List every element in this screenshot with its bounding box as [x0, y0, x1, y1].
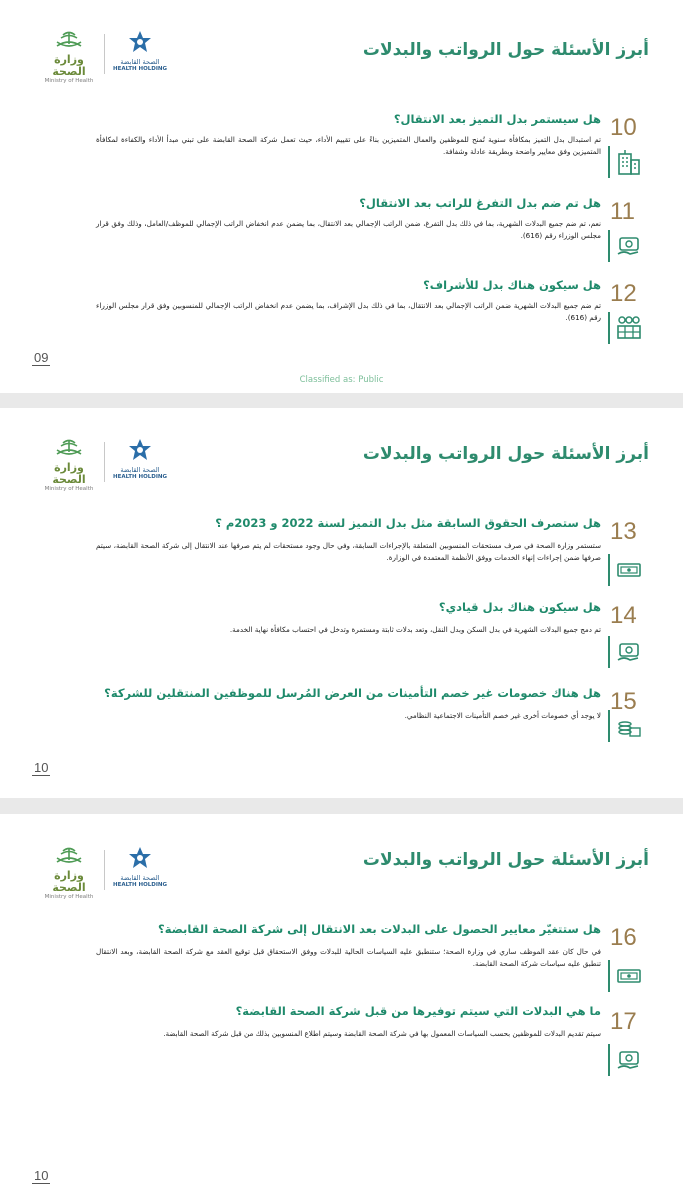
- faq-number: 11: [610, 198, 635, 225]
- cash-icon: [616, 556, 642, 584]
- health-holding-logo: الصحة القابضة HEALTH HOLDING: [110, 30, 170, 73]
- faq-question: هل ستتغيّر معايير الحصول على البدلات بعد الانتقال إلى شركة الصحة القابضة؟: [158, 922, 601, 936]
- header-logos: [40, 846, 170, 900]
- money-hand-icon: [616, 638, 642, 666]
- faq-icon-box: [608, 1044, 646, 1076]
- faq-question: هل تم ضم بدل التفرغ للراتب بعد الانتقال؟: [359, 196, 601, 210]
- faq-question: هل سيكون هناك بدل للأشراف؟: [423, 278, 601, 292]
- health-holding-logo: الصحة القابضة HEALTH HOLDING: [110, 438, 170, 481]
- faq-question: هل سيستمر بدل التميز بعد الانتقال؟: [393, 112, 601, 126]
- faq-icon-box: [608, 312, 646, 344]
- faq-question: هل هناك خصومات غير خصم التأمينات من العرض المُرسل للموظفين المنتقلين للشركة؟: [104, 686, 601, 700]
- classification-label: Classified as: Public: [299, 375, 384, 385]
- ministry-of-health-logo: وزارة الصحة Ministry of Health: [40, 438, 98, 493]
- health-holding-logo: الصحة القابضة HEALTH HOLDING: [110, 846, 170, 889]
- page-number: 10: [34, 760, 49, 775]
- money-hand-icon: [616, 1046, 642, 1074]
- faq-answer: تم دمج جميع البدلات الشهرية في بدل السكن وبدل النقل، وتعد بدلات ثابتة ومستمرة وتدخل في احتساب مكافأة نهاية الخدمة.: [229, 625, 601, 634]
- palm-swords-emblem-icon: [49, 846, 89, 866]
- faq-question: ما هي البدلات التي سيتم توفيرها من قبل شركة الصحة القابضة؟: [235, 1004, 601, 1018]
- faq-number: 12: [610, 280, 637, 307]
- building-icon: [616, 148, 642, 176]
- faq-answer: في حال كان عقد الموظف ساري في وزارة الصحة؛ ستنطبق عليه السياسات الحالية للبدلات ووفق الاستحقاق قبل توقيع العقد مع شركة الصحة القابضة، وبعد الانتقال تنطبق عليه سياسات شركة الصحة القابضة.: [96, 947, 601, 968]
- health-holding-emblem-icon: [127, 438, 153, 462]
- faq-answer: تم ضم جميع البدلات الشهرية ضمن الراتب الإجمالي بعد الانتقال، بما في ذلك بدل الإشراف، بما يضمن عدم انخفاض الراتب الإجمالي للمنسوبين وفق قرار مجلس الوزراء رقم (616).: [96, 301, 601, 322]
- page-number: 09: [34, 350, 49, 365]
- faq-icon-box: [608, 230, 646, 262]
- logo-divider: [104, 850, 105, 890]
- document-page-10: [0, 408, 683, 798]
- page-title: أبرز الأسئلة حول الرواتب والبدلات: [362, 40, 649, 60]
- faq-answer: ستستمر وزارة الصحة في صرف مستحقات المنسوبين المتعلقة بالإجراءات السابقة، وفي حال وجود مستحقات لم يتم صرفها عند الانتقال إلى شركة الصحة القابضة، سيتم صرفها ضمن إجراءات إنهاء الخدمات ووفق الأنظمة المعتمدة في الوزارة.: [96, 541, 601, 562]
- coins-icon: [616, 712, 642, 740]
- header-logos: [40, 438, 170, 492]
- faq-number: 15: [610, 688, 637, 715]
- health-holding-emblem-icon: [127, 846, 153, 870]
- faq-answer: تم استبدال بدل التميز بمكافأة سنوية تُمنح للموظفين والعمال المتميزين بناءً على تقييم الأداء، حيث تعمل شركة الصحة القابضة على تبني مبدأ الأداء والكفاءة لمكافأة المتميزين وفق معايير واضحة وبطريقة عادلة وشفافة.: [96, 135, 601, 156]
- team-icon: [616, 314, 642, 342]
- money-hand-icon: [616, 232, 642, 260]
- logo-divider: [104, 34, 105, 74]
- faq-number: 16: [610, 924, 637, 951]
- faq-answer: نعم، تم ضم جميع البدلات الشهرية، بما في ذلك بدل التفرغ، ضمن الراتب الإجمالي بعد الانتقال، بما يضمن عدم انخفاض الراتب الإجمالي للموظف/العامل، وذلك وفق قرار مجلس الوزراء رقم (616).: [96, 219, 601, 240]
- faq-question: هل ستصرف الحقوق السابقة مثل بدل التميز لسنة 2022 و 2023م ؟: [215, 516, 601, 530]
- ministry-of-health-logo: وزارة الصحة Ministry of Health: [40, 30, 98, 85]
- faq-number: 13: [610, 518, 637, 545]
- ministry-of-health-logo: وزارة الصحة Ministry of Health: [40, 846, 98, 901]
- palm-swords-emblem-icon: [49, 438, 89, 458]
- faq-icon-box: [608, 710, 646, 742]
- faq-icon-box: [608, 636, 646, 668]
- page-title: أبرز الأسئلة حول الرواتب والبدلات: [362, 850, 649, 870]
- faq-number: 10: [610, 114, 637, 141]
- faq-icon-box: [608, 146, 646, 178]
- header-logos: [40, 30, 170, 84]
- faq-icon-box: [608, 960, 646, 992]
- logo-divider: [104, 442, 105, 482]
- document-page-11: [0, 814, 683, 1200]
- faq-answer: سيتم تقديم البدلات للموظفين بحسب السياسات المعمول بها في شركة الصحة القابضة وسيتم اطلاع المنسوبين بذلك من قبل شركة الصحة القابضة.: [163, 1029, 601, 1038]
- faq-answer: لا يوجد أي خصومات أخرى غير خصم التأمينات الاجتماعية النظامي.: [404, 711, 601, 720]
- document-page-9: [0, 0, 683, 393]
- faq-icon-box: [608, 554, 646, 586]
- faq-question: هل سيكون هناك بدل قيادي؟: [438, 600, 601, 614]
- faq-number: 14: [610, 602, 637, 629]
- health-holding-emblem-icon: [127, 30, 153, 54]
- page-number: 10: [34, 1168, 49, 1183]
- cash-icon: [616, 962, 642, 990]
- palm-swords-emblem-icon: [49, 30, 89, 50]
- faq-number: 17: [610, 1008, 637, 1035]
- page-title: أبرز الأسئلة حول الرواتب والبدلات: [362, 444, 649, 464]
